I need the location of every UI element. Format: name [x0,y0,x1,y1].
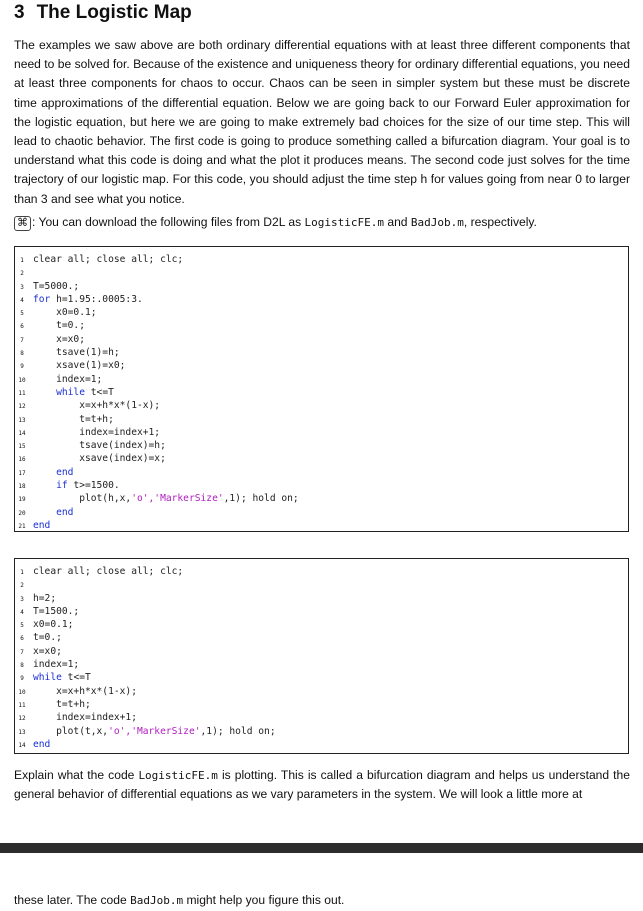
line-number: 13 [18,416,26,424]
line-number: 14 [18,429,26,437]
code-segment: xsave(index)=x; [33,453,166,465]
code-segment: x0=0.1; [33,307,97,319]
code-line [15,346,628,359]
code-text [33,440,166,451]
code-text [33,254,183,265]
line-number: 7 [20,648,24,656]
code-text [33,619,73,630]
code-segment: ,1); hold on; [223,493,299,505]
code-text [33,281,79,292]
line-number: 21 [18,522,26,530]
line-number: 3 [20,283,24,291]
intro-paragraph: The examples we saw above are both ordinary differential equations with at least three different components that need to be solved for. Because of the existence and uniqueness theory for ordinary differential equations, you need at least three components for chaos to occur. Chaos can be seen in simpler system but these must be discrete time approximations of the differential equation. Below we are going back to our Forward Euler approximation for the logistic equation, but here we are going to make extremely bad choices for the size of our time step. This will lead to chaotic behavior. The first code is going to produce something called a bifurcation diagram. Your goal is to understand what this code is doing and what the plot it produces means. The second code just solves for the time trajectory of our logistic map. For this code, you should adjust the time step h for values going from near 0 to larger than 3 and see what you notice. [14,38,630,206]
code-text [33,699,91,710]
code-line [15,413,628,426]
code-segment: t=0.; [33,632,62,644]
code-keyword: end [56,506,74,518]
code-text [33,632,62,643]
code-segment: x=x0; [33,645,62,657]
line-number: 11 [18,701,26,709]
code-string: 'o','MarkerSize' [131,493,224,505]
code-line [15,492,628,505]
line-number: 20 [18,509,26,517]
code-line [15,306,628,319]
download-text-before: : You can download the following files from D2L as [32,215,305,229]
line-number: 9 [20,675,24,683]
code-keyword: for [33,293,51,305]
code-text [33,427,160,438]
code-line [15,631,628,644]
code-text [33,672,91,683]
code-segment: t<=T [61,672,91,684]
code-text [33,387,114,398]
code-line [15,479,628,492]
file-link-logisticfe[interactable]: LogisticFE.m [304,216,384,229]
code-keyword: end [33,519,51,531]
code-segment: x=x0; [33,333,85,345]
code-segment: ,1); hold on; [200,725,276,737]
line-number: 14 [18,741,26,749]
code-line [15,592,628,605]
line-number: 13 [18,728,26,736]
code-text [33,606,79,617]
code-segment: index=index+1; [33,426,161,438]
line-number: 1 [20,569,24,576]
code-line [15,618,628,631]
code-segment: x=x+h*x*(1-x); [33,400,161,412]
line-number: 10 [18,688,26,696]
code-line [15,439,628,452]
code-text [33,493,299,504]
code-segment: h=1.95:.0005:3. [50,293,143,305]
code-line [15,253,628,266]
line-number: 5 [20,310,24,318]
line-number: 2 [20,582,24,590]
code-keyword: while [56,386,85,398]
code-keyword: if [56,480,68,492]
code-text [33,739,50,750]
code-line [15,426,628,439]
command-key-icon: ⌘ [14,216,31,231]
code-text [33,347,120,358]
code-line [15,711,628,724]
code-line [15,399,628,412]
code-text [33,712,137,723]
explain-paragraph [14,766,630,804]
code-line [15,519,628,532]
code-segment: t>=1500. [67,480,120,492]
line-number: 18 [18,483,26,491]
code-segment: plot(t,x, [33,725,109,737]
code-line [15,466,628,479]
section-title [14,0,192,26]
code-line [15,645,628,658]
code-text [33,593,56,604]
line-number: 16 [18,456,26,464]
code-line [15,658,628,671]
code-line [15,605,628,618]
code-segment: x=x+h*x*(1-x); [33,685,137,697]
code-line [15,452,628,465]
code-segment: clear all; close all; clc; [33,566,184,577]
code-keyword: while [33,672,62,684]
code-text [33,686,137,697]
code-keyword: end [56,466,74,478]
code-text [33,453,166,464]
code-segment: plot(h,x, [33,493,132,505]
section-number: 3 [14,2,25,23]
code-segment: clear all; close all; clc; [33,254,184,265]
explain-after: is plotting. This is called a bifurcation diagram and helps us understand the general behavior of differential equations as we vary parameters in the system. We will look a little more at [14,768,630,802]
code-text [33,659,79,670]
code-text [33,520,50,531]
code-segment: t<=T [85,386,114,398]
code-string: 'o','MarkerSize' [108,725,201,737]
download-note [14,213,630,232]
continuation-after: might help you figure this out. [183,893,345,907]
code-segment: xsave(1)=x0; [33,360,126,372]
code-segment: t=t+h; [33,413,114,425]
code-text [33,374,102,385]
continuation-paragraph [14,891,344,910]
code-text [33,307,97,318]
code-line [15,333,628,346]
code-line [15,319,628,332]
code-segment: index=1; [33,373,103,385]
line-number: 15 [18,443,26,451]
line-number: 5 [20,622,24,630]
code-segment: T=5000.; [33,280,80,292]
line-number: 3 [20,595,24,603]
code-lines [15,253,628,532]
explain-file: LogisticFE.m [138,769,218,782]
code-text [33,726,276,737]
line-number: 8 [20,350,24,358]
code-text [33,566,183,577]
code-line [15,373,628,386]
code-lines [15,565,628,751]
code-line [15,685,628,698]
code-line [15,738,628,751]
code-segment: tsave(index)=h; [33,440,166,452]
code-line [15,671,628,684]
code-segment: index=index+1; [33,712,137,724]
code-text [33,467,73,478]
code-text [33,414,114,425]
code-line [15,578,628,591]
code-text [33,294,143,305]
file-link-badjob[interactable]: BadJob.m [410,216,464,229]
code-line [15,698,628,711]
line-number: 6 [20,323,24,331]
code-line [15,266,628,279]
line-number: 7 [20,336,24,344]
code-line [15,386,628,399]
line-number: 17 [18,469,26,477]
code-line [15,293,628,306]
line-number: 9 [20,363,24,371]
code-keyword: end [33,738,51,750]
code-text [33,320,85,331]
line-number: 1 [20,257,24,264]
code-segment: index=1; [33,659,80,671]
download-and: and [383,215,411,229]
code-segment: x0=0.1; [33,619,74,631]
code-text [33,334,85,345]
line-number: 19 [18,496,26,504]
code-line [15,725,628,738]
code-segment: tsave(1)=h; [33,347,120,359]
code-segment: t=0.; [33,320,85,332]
line-number: 4 [20,296,24,304]
code-text [33,400,160,411]
line-number: 12 [18,403,26,411]
download-text-after: , respectively. [463,215,537,229]
code-text [33,480,120,491]
section-title-text: The Logistic Map [36,2,192,23]
code-text [33,507,73,518]
code-segment: h=2; [33,592,57,604]
code-line [15,565,628,578]
code-line [15,280,628,293]
code-text [33,360,125,371]
line-number: 2 [20,270,24,278]
line-number: 8 [20,662,24,670]
code-line [15,359,628,372]
code-text [33,646,62,657]
line-number: 4 [20,608,24,616]
line-number: 6 [20,635,24,643]
continuation-file: BadJob.m [130,894,184,907]
code-segment: T=1500.; [33,605,80,617]
line-number: 10 [18,376,26,384]
line-number: 12 [18,715,26,723]
code-line [15,506,628,519]
code-listing-logisticfe [14,246,629,532]
code-segment: t=t+h; [33,698,91,710]
page-divider [0,843,643,853]
line-number: 11 [18,389,26,397]
continuation-before: these later. The code [14,893,131,907]
code-listing-badjob [14,558,629,754]
explain-before: Explain what the code [14,768,139,782]
